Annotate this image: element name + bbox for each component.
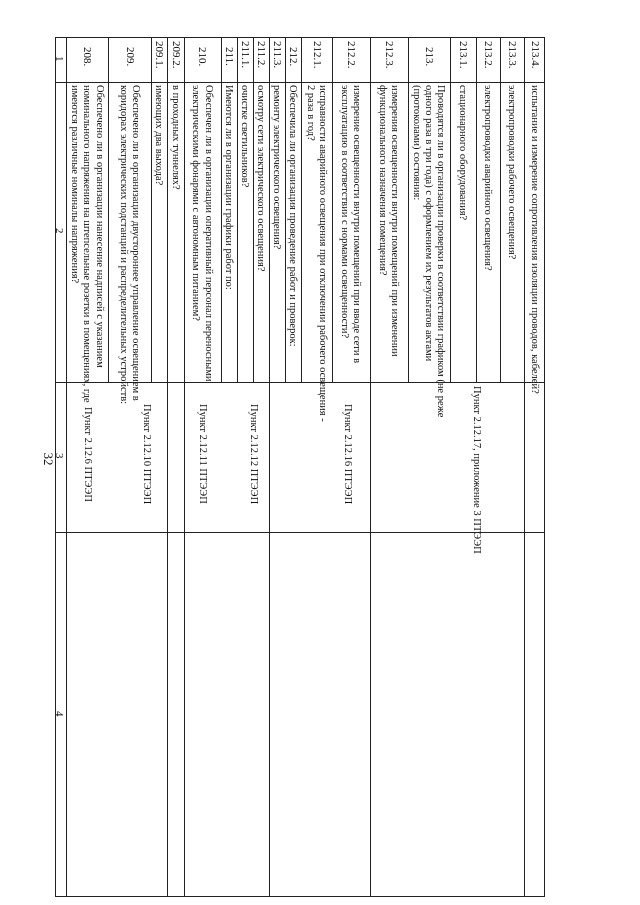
row-number: 208. <box>81 47 94 67</box>
question-text: одного раза в три года) с оформлением их результатов актами <box>423 85 435 362</box>
question-text: исправности аварийного освещения при отключении рабочего освещения - <box>316 85 328 422</box>
column-header: 1 <box>53 55 66 61</box>
reference-cell: Пункт 2.12.16 ПТЭЭП <box>341 403 353 504</box>
row-number: 213. <box>422 47 435 67</box>
question-text: функционального назначения помещения? <box>376 85 388 276</box>
row-number: 213.1. <box>457 40 470 69</box>
question-text: Проводятся ли в организации проверки в соответствии графиком (не реже <box>435 85 447 418</box>
row-number: 213.4. <box>528 40 541 69</box>
row-divider <box>524 37 525 897</box>
question-text: стационарного оборудования? <box>457 85 469 221</box>
row-number: 209.2. <box>169 40 182 69</box>
page-number: 32 <box>41 452 56 466</box>
question-text: 2 раза в год? <box>304 85 316 141</box>
row-number: 210. <box>196 47 209 67</box>
column-header: 2 <box>53 228 66 234</box>
question-text: электропроводки аварийного освещения? <box>482 85 494 271</box>
question-text: измерения освещенности внутри помещений при изменении <box>389 85 401 357</box>
question-text: номинального напряжения на штепсельные розетки в помещениях, где <box>81 85 93 403</box>
row-number: 211.1. <box>238 40 251 68</box>
question-text: очистке светильников? <box>238 85 250 188</box>
question-text: измерение освещенности внутри помещений при вводе сети в <box>351 85 363 364</box>
question-text: (протоколами) состояния: <box>410 85 422 201</box>
question-text: имеются различные номиналы напряжения? <box>69 85 81 284</box>
row-number: 211.3. <box>271 40 284 68</box>
reference-cell: Пункт 2.12.17, приложение 3 ПТЭЭП <box>471 386 483 554</box>
column-header: 3 <box>53 453 66 459</box>
row-divider <box>301 37 302 382</box>
row-number: 213.2. <box>482 40 495 69</box>
question-text: Обеспечен ли в организации оперативный персонал переносными <box>202 85 214 382</box>
row-number: 211.2. <box>254 40 267 68</box>
reference-cell: Пункт 2.12.6 ПТЭЭП <box>82 406 94 502</box>
checklist-table <box>55 37 545 897</box>
reference-cell: Пункт 2.12.12 ПТЭЭП <box>247 403 259 504</box>
question-text: коридорах электрических подстанций и распределительных устройств: <box>117 85 129 405</box>
row-divider <box>370 37 371 897</box>
question-text: осмотру сети электрического освещения? <box>255 85 267 272</box>
row-divider <box>500 37 501 382</box>
question-text: в проходных туннелях? <box>169 85 181 190</box>
row-number: 211. <box>222 47 235 66</box>
column-header: 4 <box>53 710 66 716</box>
row-divider <box>108 37 109 382</box>
row-number: 213.3. <box>506 40 519 69</box>
row-number: 212.3. <box>382 40 395 69</box>
question-text: эксплуатацию в соответствии с нормами освещенности? <box>338 85 350 339</box>
question-text: Обеспечено ли в организации двустороннее управление освещением в <box>129 85 141 401</box>
question-text: Имеются ли в организации графики работ по: <box>222 85 234 290</box>
row-number: 209.1. <box>153 40 166 69</box>
question-text: Обеспечила ли организация проведение работ и проверок: <box>287 85 299 347</box>
question-text: электропроводки рабочего освещения? <box>506 85 518 260</box>
question-text: электрическими фонарями с автономным питанием? <box>190 85 202 321</box>
reference-cell: Пункт 2.12.10 ПТЭЭП <box>141 403 153 504</box>
row-number: 212. <box>287 47 300 67</box>
row-number: 212.1. <box>310 40 323 69</box>
row-divider <box>450 37 451 382</box>
reference-cell: Пункт 2.12.11 ПТЭЭП <box>197 403 209 504</box>
row-number: 209. <box>123 47 136 67</box>
row-divider <box>476 37 477 382</box>
column-divider <box>55 82 545 83</box>
row-number: 212.2. <box>344 40 357 69</box>
row-divider <box>332 37 333 382</box>
row-divider <box>184 37 185 897</box>
question-text: Обеспечено ли в организации нанесение надписей с указанием <box>93 85 105 368</box>
question-text: имеющих два выхода? <box>153 85 165 186</box>
question-text: испытание и измерение сопротивления изоляции проводов, кабелей? <box>528 85 540 394</box>
question-text: ремонту электрического освещения? <box>271 85 283 250</box>
